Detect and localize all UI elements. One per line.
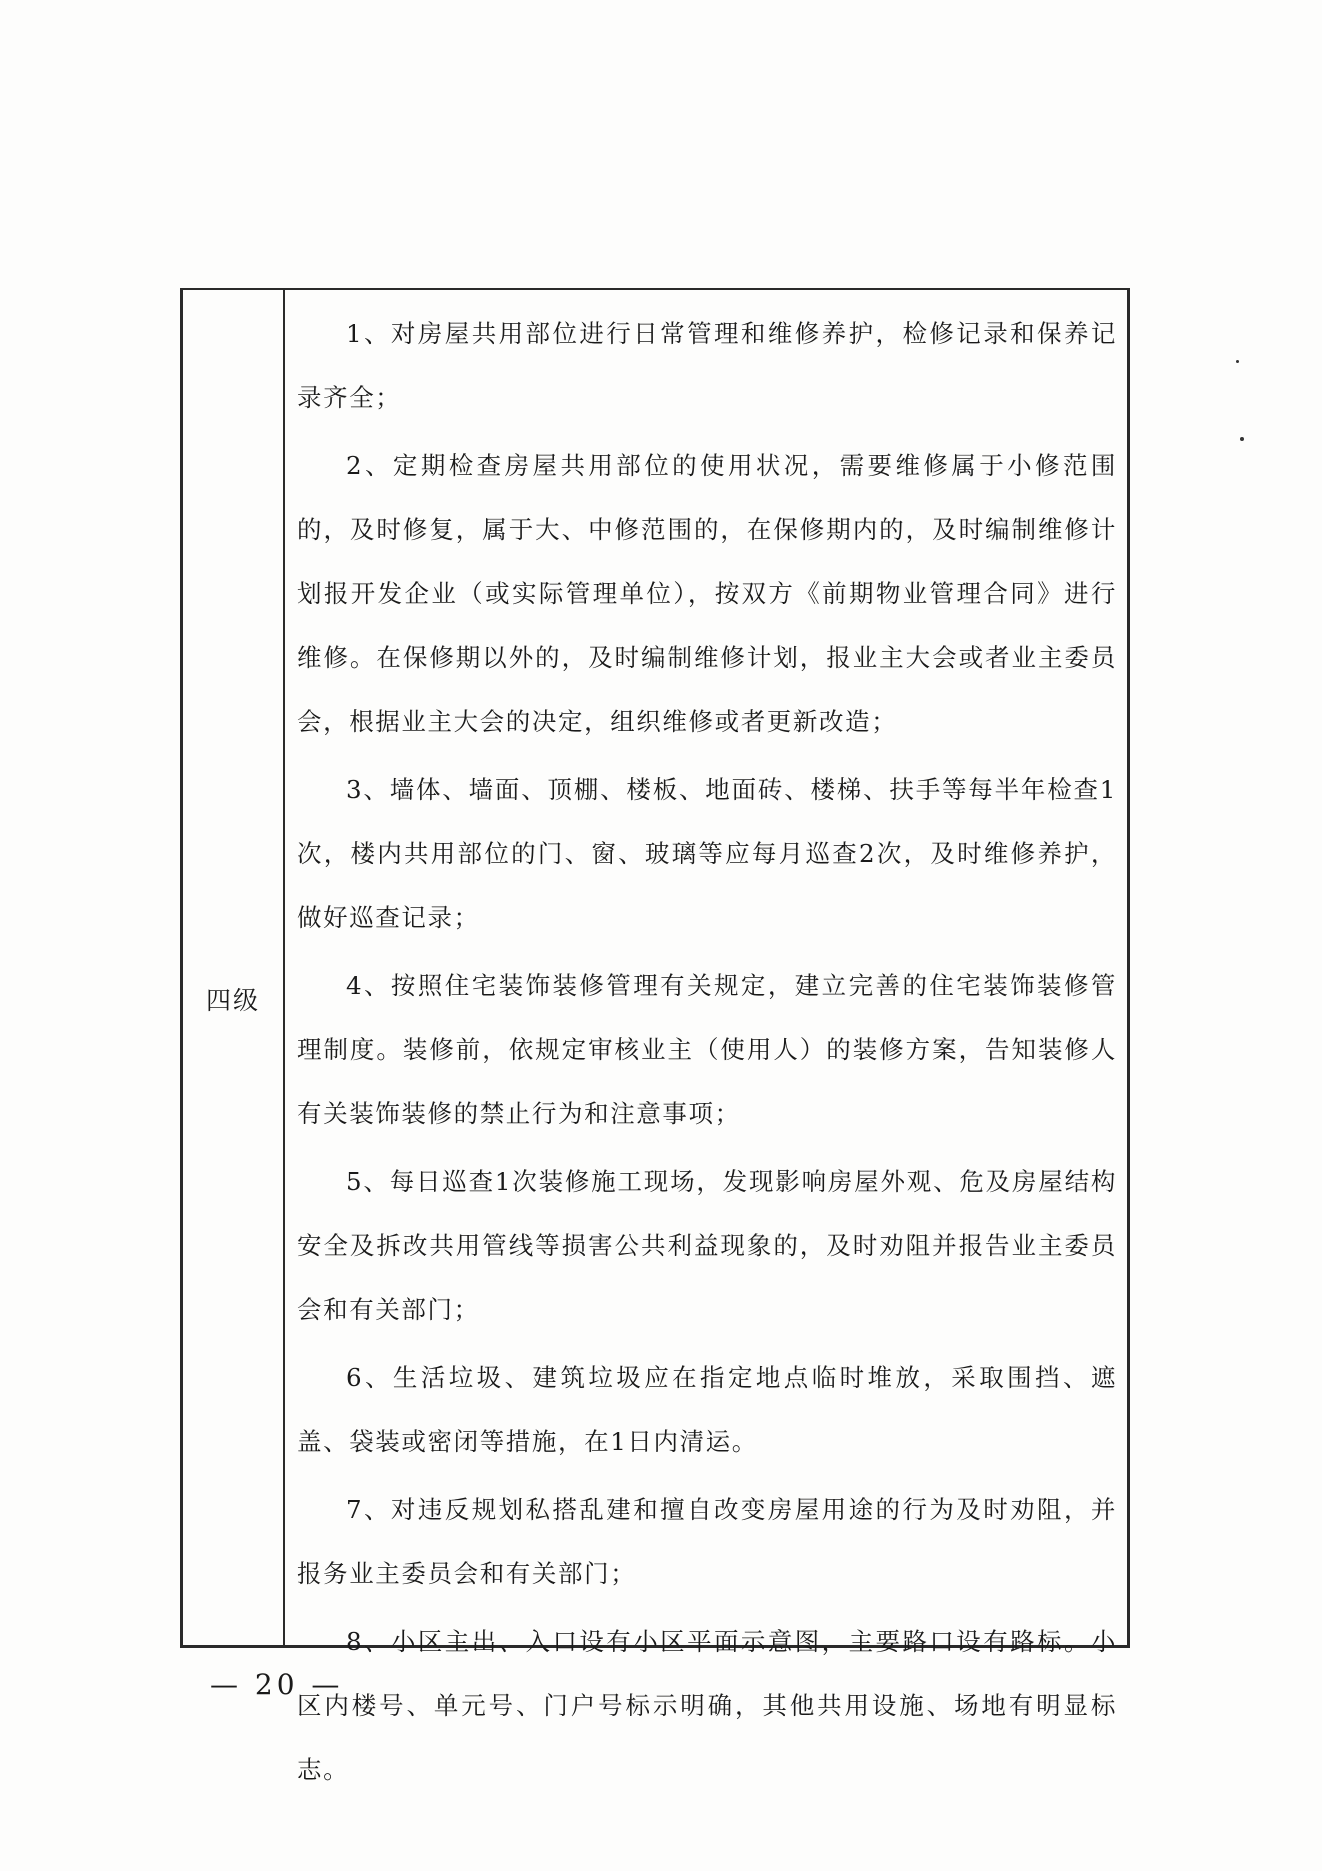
requirement-item: 3、墙体、墙面、顶棚、楼板、地面砖、楼梯、扶手等每半年检查1次，楼内共用部位的门、窗、玻璃等应每月巡查2次，及时维修养护，做好巡查记录；	[297, 775, 1117, 932]
scan-speck	[1240, 437, 1244, 441]
requirement-item: 8、小区主出、入口设有小区平面示意图，主要路口设有路标。小区内楼号、单元号、门户号标示明确，其他共用设施、场地有明显标志。	[297, 1627, 1117, 1784]
requirement-item: 6、生活垃圾、建筑垃圾应在指定地点临时堆放，采取围挡、遮盖、袋装或密闭等措施，在1日内清运。	[297, 1363, 1117, 1456]
level-label: 四级	[205, 985, 260, 1015]
requirement-item: 1、对房屋共用部位进行日常管理和维修养护，检修记录和保养记录齐全；	[297, 319, 1117, 412]
requirement-item: 5、每日巡查1次装修施工现场，发现影响房屋外观、危及房屋结构安全及拆改共用管线等损害公共利益现象的，及时劝阻并报告业主委员会和有关部门；	[297, 1167, 1117, 1324]
requirement-item: 4、按照住宅装饰装修管理有关规定，建立完善的住宅装饰装修管理制度。装修前，依规定审核业主（使用人）的装修方案，告知装修人有关装饰装修的禁止行为和注意事项；	[297, 971, 1117, 1128]
requirement-item: 7、对违反规划私搭乱建和擅自改变房屋用途的行为及时劝阻，并报务业主委员会和有关部门；	[297, 1495, 1117, 1588]
scan-speck	[1236, 360, 1239, 363]
requirements-cell	[285, 290, 1127, 1784]
requirement-item: 2、定期检查房屋共用部位的使用状况，需要维修属于小修范围的，及时修复，属于大、中修范围的，在保修期内的，及时编制维修计划报开发企业（或实际管理单位），按双方《前期物业管理合同》进行维修。在保修期以外的，及时编制维修计划，报业主大会或者业主委员会，根据业主大会的决定，组织维修或者更新改造；	[297, 451, 1117, 736]
level-cell	[183, 290, 285, 1645]
page-number: — 20 —	[210, 1668, 344, 1701]
